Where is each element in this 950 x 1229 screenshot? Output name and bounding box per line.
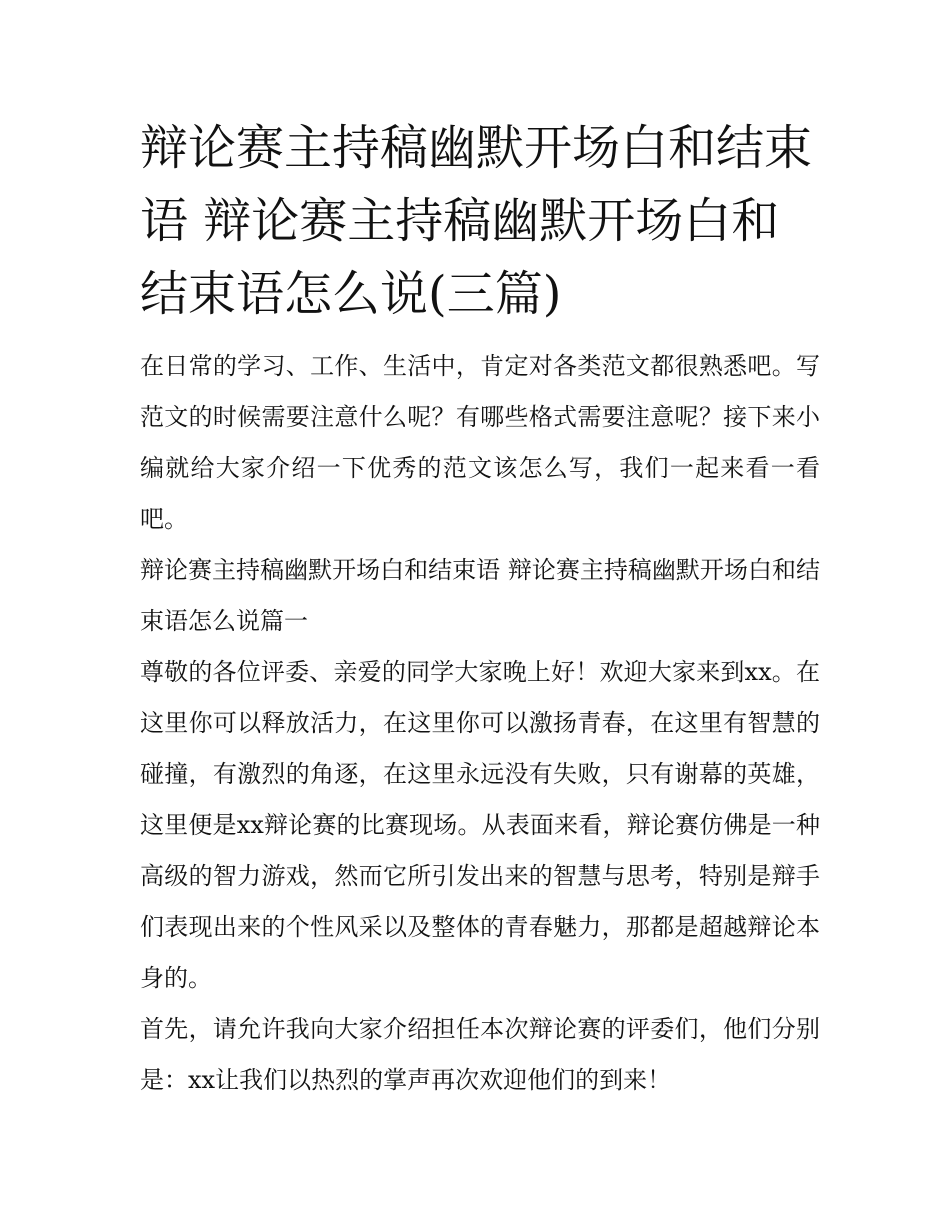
opening-paragraph: 尊敬的各位评委、亲爱的同学大家晚上好！欢迎大家来到xx。在这里你可以释放活力，在这里你可以激扬青春，在这里有智慧的碰撞，有激烈的角逐，在这里永远没有失败，只有谢幕的英雄，这里便是xx辩论赛的比赛现场。从表面来看，辩论赛仿佛是一种高级的智力游戏，然而它所引发出来的智慧与思考，特别是辩手们表现出来的个性风采以及整体的青春魅力，那都是超越辩论本身的。 <box>140 658 820 992</box>
document-body <box>140 112 820 1106</box>
intro-paragraph: 在日常的学习、工作、生活中，肯定对各类范文都很熟悉吧。写范文的时候需要注意什么呢？有哪些格式需要注意呢？接下来小编就给大家介绍一下优秀的范文该怎么写，我们一起来看一看吧。 <box>140 352 820 533</box>
judges-paragraph: 首先，请允许我向大家介绍担任本次辩论赛的评委们，他们分别是：xx让我们以热烈的掌声再次欢迎他们的到来！ <box>140 1015 820 1094</box>
document-title: 辩论赛主持稿幽默开场白和结束语 辩论赛主持稿幽默开场白和结束语怎么说(三篇) <box>140 120 813 322</box>
section-heading: 辩论赛主持稿幽默开场白和结束语 辩论赛主持稿幽默开场白和结束语怎么说篇一 <box>140 556 820 635</box>
